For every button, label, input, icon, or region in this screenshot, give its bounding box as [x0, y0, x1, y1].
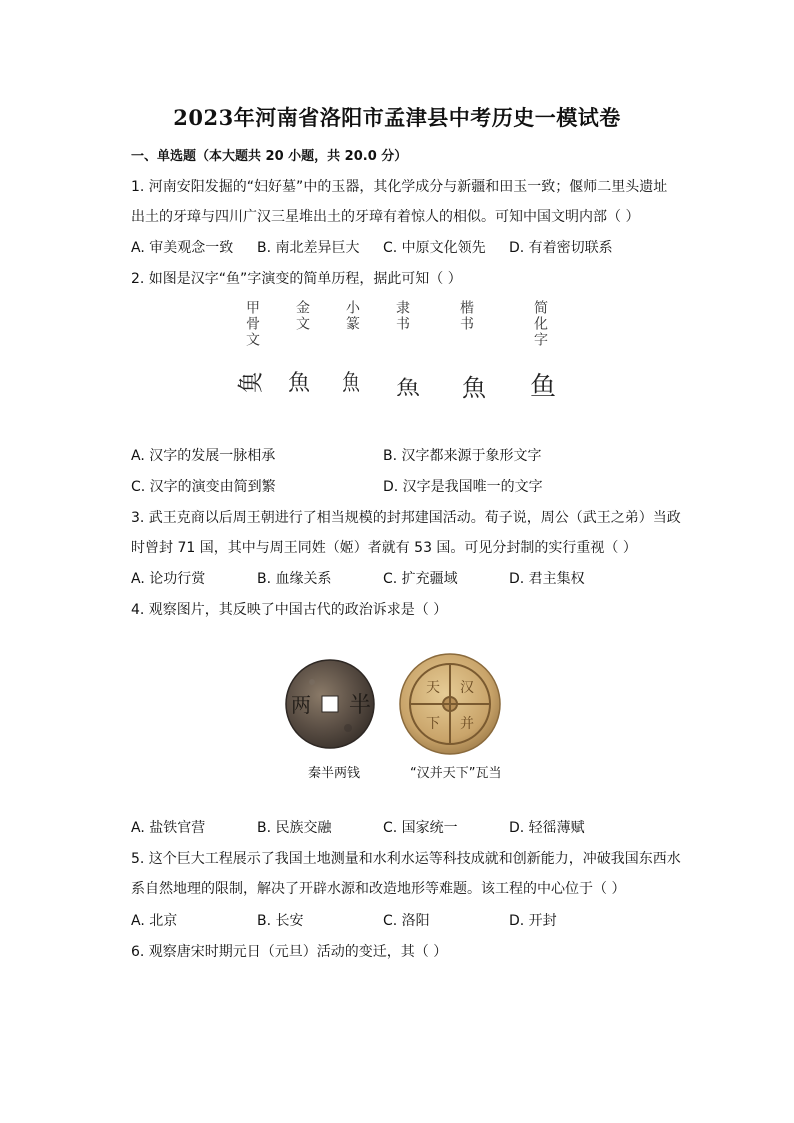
q1-option-c: C. 中原文化领先: [383, 240, 486, 256]
q3-option-d: D. 君主集权: [509, 571, 585, 587]
question-2-line-1: 2. 如图是汉字“鱼”字演变的简单历程，据此可知（ ）: [131, 271, 462, 287]
q4-option-b: B. 民族交融: [257, 820, 332, 836]
q1-option-d: D. 有着密切联系: [509, 240, 613, 256]
question-3-line-2: 时曾封 71 国，其中与周王同姓（姬）者就有 53 国。可见分封制的实行重视（ ）: [131, 540, 637, 556]
glyph-simplified: 鱼: [530, 372, 557, 402]
question-3-line-1: 3. 武王克商以后周王朝进行了相当规模的封邦建国活动。荀子说，周公（武王之弟）当政: [131, 510, 681, 526]
label-clerical: 隶书: [394, 300, 410, 332]
q2-option-a: A. 汉字的发展一脉相承: [131, 448, 276, 464]
question-4-line-1: 4. 观察图片，其反映了中国古代的政治诉求是（ ）: [131, 602, 448, 618]
label-small-seal: 小篆: [344, 300, 360, 332]
question-1-line-2: 出土的牙璋与四川广汉三星堆出土的牙璋有着惊人的相似。可知中国文明内部（ ）: [131, 209, 640, 225]
q5-option-a: A. 北京: [131, 913, 178, 929]
q2-option-c: C. 汉字的演变由简到繁: [131, 479, 276, 495]
q4-option-a: A. 盐铁官营: [131, 820, 206, 836]
glyph-bronze: 魚: [288, 371, 311, 396]
q4-option-c: C. 国家统一: [383, 820, 458, 836]
tile-end-image: [400, 654, 500, 754]
q5-option-b: B. 长安: [257, 913, 304, 929]
question-1-line-1: 1. 河南安阳发掘的“妇好墓”中的玉器，其化学成分与新疆和田玉一致；偃师二里头遗址: [131, 179, 668, 195]
q3-option-c: C. 扩充疆域: [383, 571, 458, 587]
exam-title: 2023年河南省洛阳市孟津县中考历史一模试卷: [173, 105, 621, 130]
q5-option-d: D. 开封: [509, 913, 557, 929]
q4-option-d: D. 轻徭薄赋: [509, 820, 585, 836]
coin-and-tile-illustration: [280, 652, 520, 762]
question-5-line-2: 系自然地理的限制，解决了开辟水源和改造地形等难题。该工程的中心位于（ ）: [131, 881, 626, 897]
section-heading: 一、单选题（本大题共 20 小题，共 20.0 分）: [131, 149, 408, 164]
q3-option-a: A. 论功行赏: [131, 571, 206, 587]
q3-option-b: B. 血缘关系: [257, 571, 332, 587]
glyph-clerical: 魚: [396, 376, 420, 399]
question-5-line-1: 5. 这个巨大工程展示了我国土地测量和水利水运等科技成就和创新能力，冲破我国东西水: [131, 851, 681, 867]
glyph-regular: 魚: [462, 374, 486, 402]
glyph-oracle-bone: 𩵋: [236, 372, 267, 393]
label-simplified: 简化字: [532, 300, 548, 348]
glyph-small-seal: 魚: [342, 371, 360, 396]
fish-character-evolution-figure: [230, 298, 570, 410]
question-6-line-1: 6. 观察唐宋时期元日（元旦）活动的变迁，其（ ）: [131, 944, 448, 960]
coin-char-right: 半: [348, 693, 372, 718]
q2-option-d: D. 汉字是我国唯一的文字: [383, 479, 543, 495]
coin-char-left: 两: [291, 693, 311, 717]
caption-tile: “汉并天下”瓦当: [410, 766, 502, 781]
coin-and-tile-figure: [280, 652, 520, 782]
tile-char-2: 并: [460, 716, 474, 732]
tile-char-3: 天: [426, 680, 440, 696]
label-oracle-bone: 甲骨文: [244, 300, 260, 348]
caption-coin: 秦半两钱: [308, 766, 361, 781]
q1-option-a: A. 审美观念一致: [131, 240, 234, 256]
label-regular: 楷书: [458, 300, 474, 332]
label-bronze: 金文: [294, 300, 310, 332]
q2-option-b: B. 汉字都来源于象形文字: [383, 448, 542, 464]
tile-char-4: 下: [426, 716, 440, 732]
tile-char-1: 汉: [460, 680, 474, 696]
q1-option-b: B. 南北差异巨大: [257, 240, 360, 256]
q5-option-c: C. 洛阳: [383, 913, 430, 929]
